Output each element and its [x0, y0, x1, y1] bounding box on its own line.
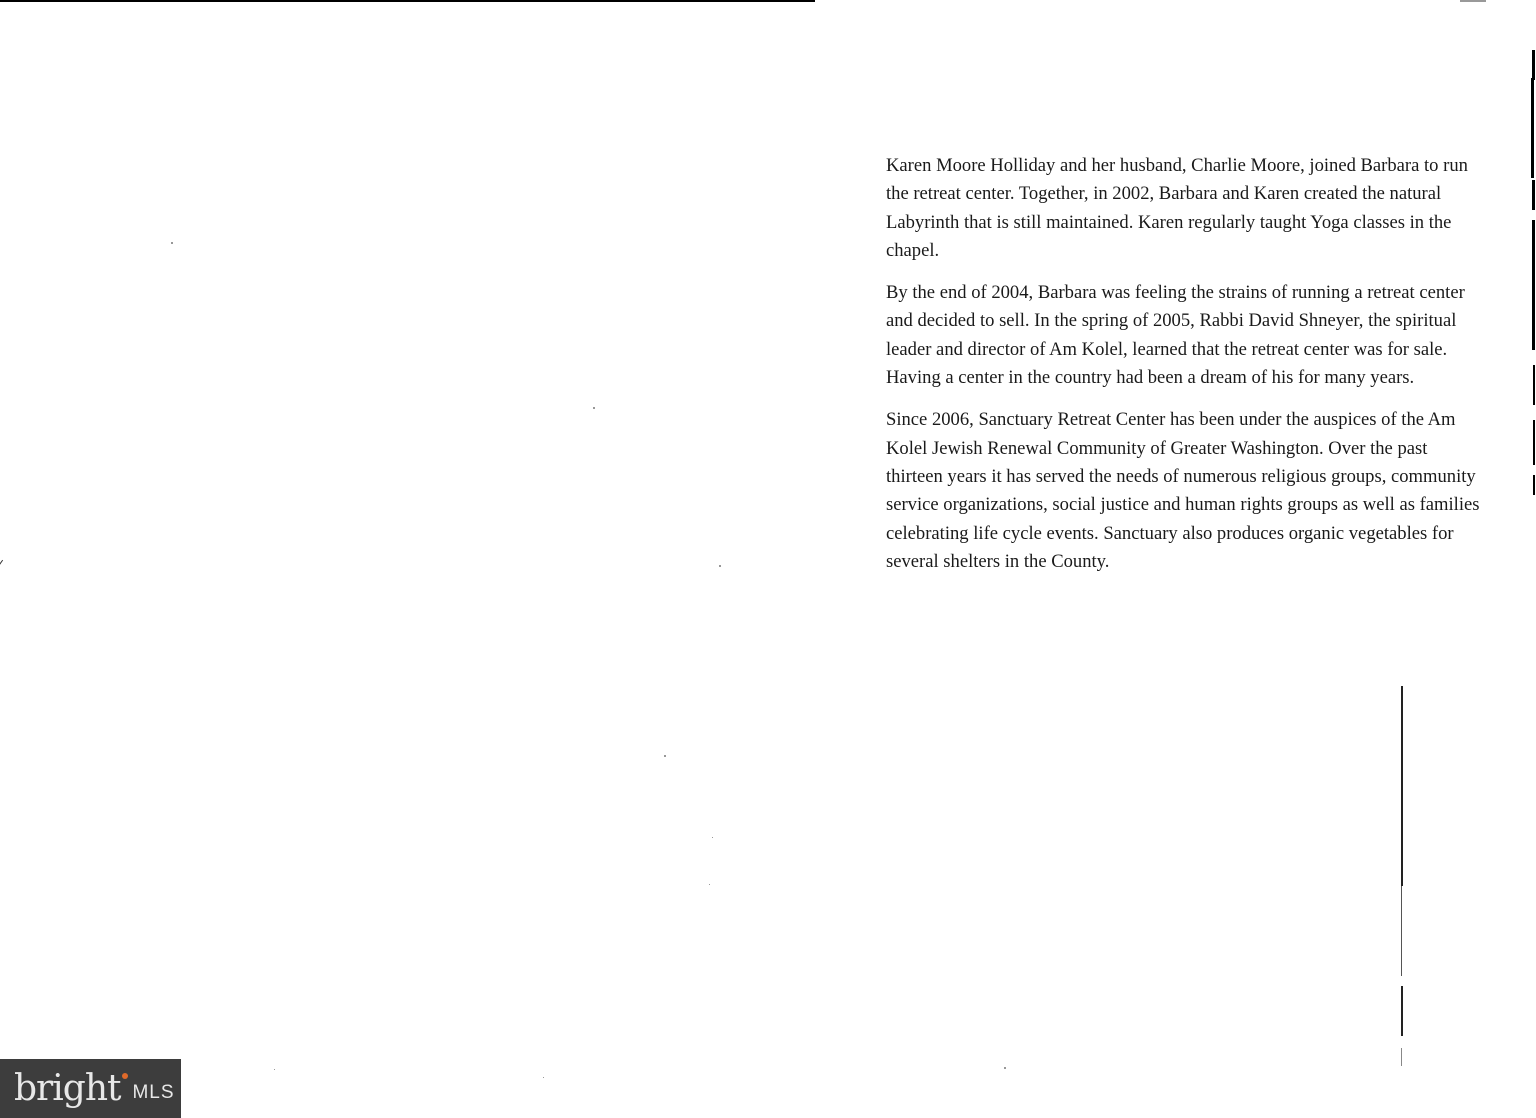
scan-right-edge	[1530, 20, 1536, 500]
paragraph-1: Karen Moore Holliday and her husband, Charlie Moore, joined Barbara to run the retreat center. Together, in 2002, Barbara and Karen created the natural Labyrinth that is still maintained. Karen regularly taught Yoga classes in the chapel.	[886, 155, 1468, 261]
logo-accent-dot-icon	[122, 1073, 128, 1079]
document-text-column	[886, 152, 1486, 590]
bright-logo	[14, 1067, 121, 1109]
scan-speck	[171, 242, 173, 244]
scan-speck	[712, 837, 713, 838]
scan-left-tick	[0, 560, 7, 568]
scan-binding-line	[1401, 686, 1403, 1066]
scan-speck	[274, 1069, 275, 1070]
scan-top-edge	[0, 0, 815, 2]
bright-logo-text: bright	[14, 1067, 121, 1109]
paragraph-3: Since 2006, Sanctuary Retreat Center has been under the auspices of the Am Kolel Jewish Renewal Community of Greater Washington. Over the past thirteen years it has served the needs of numerous religious groups, community service organizations, social justice and human rights groups as well as families celebrating life cycle events. Sanctuary also produces organic vegetables for several shelters in the County.	[886, 409, 1480, 572]
scan-speck	[709, 884, 710, 885]
scan-top-right-mark	[1460, 0, 1486, 2]
scan-speck	[543, 1077, 544, 1078]
scan-speck	[664, 755, 666, 757]
mls-label: MLS	[132, 1081, 175, 1103]
scan-speck	[719, 565, 721, 567]
brightmls-watermark	[0, 1059, 181, 1118]
scan-speck	[1004, 1067, 1006, 1069]
scan-speck	[593, 407, 595, 409]
paragraph-2: By the end of 2004, Barbara was feeling the strains of running a retreat center and decided to sell. In the spring of 2005, Rabbi David Shneyer, the spiritual leader and director of Am Kolel, learned that the retreat center was for sale. Having a center in the country had been a dream of his for many years.	[886, 282, 1465, 389]
